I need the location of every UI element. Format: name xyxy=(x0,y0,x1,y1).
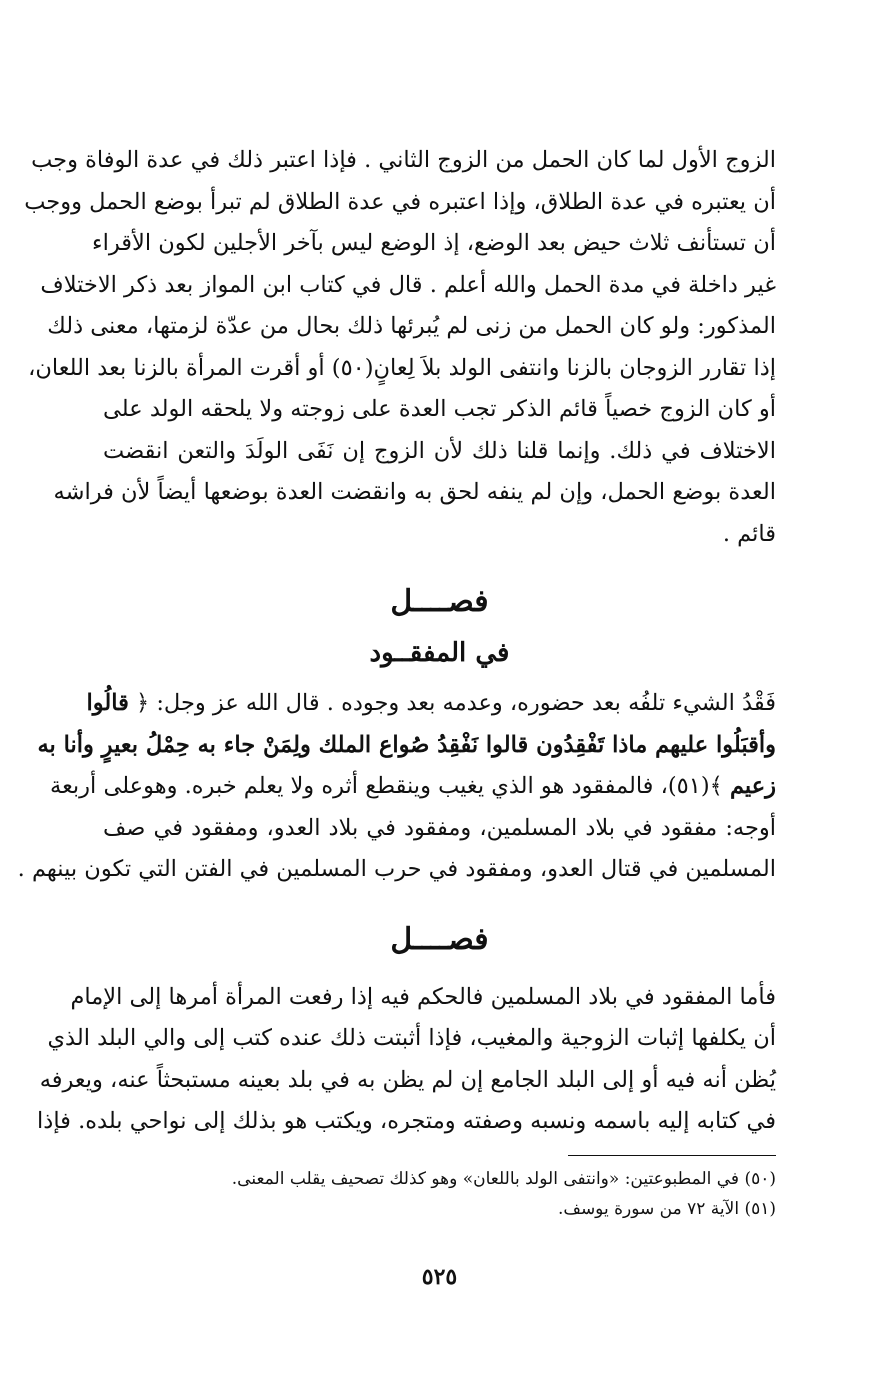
footnote-divider xyxy=(568,1155,776,1156)
quran-quote: قالُوا xyxy=(86,690,129,716)
quran-quote: زعيم xyxy=(729,773,776,799)
text-line: غير داخلة في مدة الحمل والله أعلم . قال في كتاب ابن المواز بعد ذكر الاختلاف xyxy=(40,271,776,298)
text-line: العدة بوضع الحمل، وإن لم ينفه لحق به وانقضت العدة بوضعها أيضاً لأن فراشه xyxy=(53,479,776,505)
text-line xyxy=(86,683,776,725)
section-heading: فصــــل xyxy=(390,584,489,619)
text-line: الاختلاف في ذلك. وإنما قلنا ذلك لأن الزوج إن نَفَى الولَدَ والتعن انقضت xyxy=(103,437,776,464)
text-line: فأما المفقود في بلاد المسلمين فالحكم فيه إذا رفعت المرأة أمرها إلى الإمام xyxy=(70,983,776,1010)
text-line xyxy=(50,766,776,808)
section-heading: فصــــل xyxy=(390,921,489,957)
text-line: أوجه: مفقود في بلاد المسلمين، ومفقود في بلاد العدو، ومفقود في صف xyxy=(103,814,776,841)
text-line: قائم . xyxy=(722,520,776,547)
quran-quote-line: وأقبَلُوا عليهم ماذا تَفْقِدُون قالوا نَفْقِدُ صُواع الملك ولِمَنْ جاء به حِمْلُ بعيرٍ وأنا به xyxy=(37,731,776,758)
footnotes xyxy=(103,1164,776,1224)
paragraph-1 xyxy=(24,140,776,555)
paragraph-3 xyxy=(37,977,776,1143)
footnote-51: (٥١) الآية ٧٢ من سورة يوسف. xyxy=(557,1198,776,1219)
section-subheading: في المفقــود xyxy=(369,638,510,668)
text-line: أو كان الزوج خصياً قائم الذكر تجب العدة على زوجته ولا يلحقه الولد على xyxy=(103,396,776,422)
text-line: في كتابه إليه باسمه ونسبه وصفته ومتجره، ويكتب هو بذلك إلى نواحي بلده. فإذا xyxy=(37,1108,776,1134)
paragraph-2 xyxy=(17,683,776,891)
text-line: يُظن أنه فيه أو إلى البلد الجامع إن لم يظن به في بلد بعينه مستبحثاً عنه، ويعرفه xyxy=(39,1066,776,1093)
text-line: إذا تقارر الزوجان بالزنا وانتفى الولد بلاَ لِعانٍ(٥٠) أو أقرت المرأة بالزنا بعد اللعان، xyxy=(28,354,776,381)
text-line: أن يكلفها إثبات الزوجية والمغيب، فإذا أثبتت ذلك عنده كتب إلى والي البلد الذي xyxy=(47,1025,776,1051)
footnote-50: (٥٠) في المطبوعتين: «وانتفى الولد باللعان» وهو كذلك تصحيف يقلب المعنى. xyxy=(231,1168,776,1189)
text-run: ﴾(٥١)، فالمفقود هو الذي يغيب وينقطع أثره ولا يعلم خبره. وهوعلى أربعة xyxy=(50,773,723,799)
text-line: الزوج الأول لما كان الحمل من الزوج الثاني . فإذا اعتبر ذلك في عدة الوفاة وجب xyxy=(31,147,776,173)
text-line: أن تستأنف ثلاث حيض بعد الوضع، إذ الوضع ليس بآخر الأجلين لكون الأقراء xyxy=(92,230,776,256)
page-number: ٥٢٥ xyxy=(421,1264,458,1290)
text-line: أن يعتبره في عدة الطلاق، وإذا اعتبره في عدة الطلاق لم تبرأ بوضع الحمل ووجب xyxy=(24,188,776,215)
text-line: المذكور: ولو كان الحمل من زنى لم يُبرئها ذلك بحال من عدّة لزمتها، معنى ذلك xyxy=(47,313,776,339)
text-run: فَقْدُ الشيء تلفُه بعد حضوره، وعدمه بعد وجوده . قال الله عز وجل: ﴿ xyxy=(136,690,776,716)
text-line: المسلمين في قتال العدو، ومفقود في حرب المسلمين في الفتن التي تكون بينهم . xyxy=(17,856,776,882)
